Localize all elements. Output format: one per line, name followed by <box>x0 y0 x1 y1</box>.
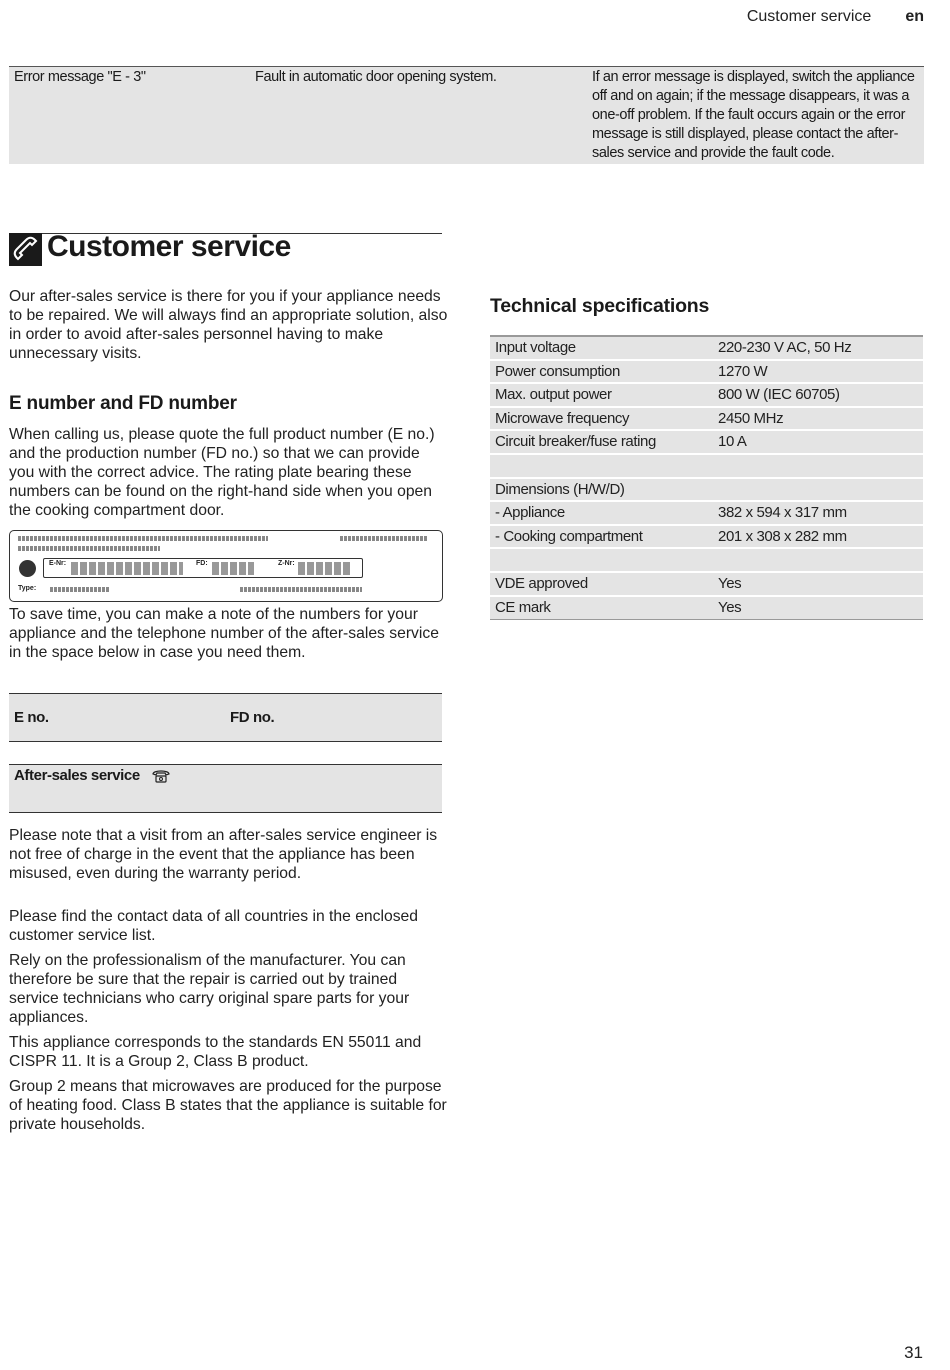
spec-value: 382 x 594 x 317 mm <box>718 504 847 522</box>
enumber-heading: E number and FD number <box>9 393 237 414</box>
plate-fd-label: FD: <box>196 560 208 567</box>
running-header-section: Customer service <box>746 8 872 25</box>
spec-row <box>490 502 923 526</box>
plate-enr-label: E-Nr: <box>49 560 67 567</box>
spec-label: Power consumption <box>495 362 620 380</box>
specs-heading: Technical specifications <box>490 295 710 317</box>
spec-row <box>490 479 923 503</box>
spec-label: Input voltage <box>495 339 576 356</box>
telephone-icon <box>151 768 171 784</box>
plate-znr-blocks <box>298 562 350 575</box>
enumber-paragraph: When calling us, please quote the full product number (E no.) and the production number (FD no.) so that we can provide you with the correct advice. The rating plate bearing these numbers can be found on the right-hand side when you open the cooking compartment door. <box>9 426 435 519</box>
error-remedy: If an error message is displayed, switch the appliance off and on again; if the message disappears, it was a one-off problem. If the fault occurs again or the error message is still displayed, please contact the after-sales service and provide the fault code. <box>592 69 915 161</box>
plate-number-box <box>43 558 363 578</box>
plate-fd-blocks <box>212 562 254 575</box>
spec-row <box>490 431 923 455</box>
professionalism-paragraph: Rely on the professionalism of the manufacturer. You can therefore be sure that the repair is carried out by trained service technicians who carry original spare parts for your appliances. <box>9 952 410 1026</box>
plate-placeholder-line <box>240 587 362 592</box>
eno-label: E no. <box>14 709 49 726</box>
plate-znr-label: Z-Nr: <box>278 560 295 567</box>
warranty-paragraph: Please note that a visit from an after-sales service engineer is not free of charge in the event that the appliance has been misused, even during the warranty period. <box>9 827 438 882</box>
spec-label: VDE approved <box>495 574 588 592</box>
group-class-paragraph: Group 2 means that microwaves are produced for the purpose of heating food. Class B states that the appliance is suitable for private households. <box>9 1078 447 1133</box>
spec-row <box>490 408 923 432</box>
spec-value: Yes <box>718 574 742 592</box>
spec-label: - Cooking compartment <box>495 527 643 545</box>
fdno-label: FD no. <box>230 709 275 726</box>
language-code: en <box>905 8 924 25</box>
spec-row <box>490 573 923 597</box>
contact-paragraph: Please find the contact data of all countries in the enclosed customer service list. <box>9 908 419 944</box>
spec-value: 800 W (IEC 60705) <box>718 386 840 404</box>
spec-value: 10 A <box>718 433 747 451</box>
error-code: Error message "E - 3" <box>14 69 146 85</box>
spec-label: Dimensions (H/W/D) <box>495 480 625 498</box>
error-cause: Fault in automatic door opening system. <box>255 69 497 85</box>
specs-table <box>490 335 923 620</box>
spec-value: 220-230 V AC, 50 Hz <box>718 339 852 356</box>
intro-paragraph: Our after-sales service is there for you if your appliance needs to be repaired. We will always find an appropriate solution, also in order to avoid after-sales personnel having to make unnecessary visits. <box>9 288 448 362</box>
spec-value: 2450 MHz <box>718 409 784 427</box>
spec-row <box>490 384 923 408</box>
spec-label: Max. output power <box>495 386 612 404</box>
plate-type-label: Type: <box>18 585 37 592</box>
manufacturer-logo-icon <box>19 560 36 577</box>
plate-enr-blocks <box>71 562 183 575</box>
number-note-box[interactable] <box>9 693 442 742</box>
service-label: After-sales service <box>14 767 140 784</box>
spec-label: Circuit breaker/fuse rating <box>495 433 656 451</box>
spec-row <box>490 549 923 573</box>
plate-placeholder-line <box>18 546 160 551</box>
spec-label: Microwave frequency <box>495 409 630 427</box>
spec-label: - Appliance <box>495 504 565 522</box>
section-title: Customer service <box>47 230 291 263</box>
spec-row <box>490 361 923 385</box>
spec-value: 201 x 308 x 282 mm <box>718 527 847 545</box>
plate-placeholder-line <box>18 536 268 541</box>
spec-row <box>490 455 923 479</box>
service-note-box[interactable] <box>9 764 442 813</box>
note-paragraph: To save time, you can make a note of the numbers for your appliance and the telephone number of the after-sales service in the space below in case you need them. <box>9 606 439 661</box>
spec-row <box>490 597 923 621</box>
plate-placeholder-line <box>340 536 428 541</box>
page-number: 31 <box>904 1343 923 1362</box>
spec-row <box>490 337 923 361</box>
phone-handset-icon <box>9 233 42 266</box>
rating-plate-illustration <box>9 530 443 602</box>
running-header <box>747 8 924 26</box>
error-table-row <box>9 66 924 164</box>
spec-label: CE mark <box>495 598 551 616</box>
spec-row <box>490 526 923 550</box>
plate-placeholder-line <box>50 587 110 592</box>
standards-paragraph: This appliance corresponds to the standards EN 55011 and CISPR 11. It is a Group 2, Class B product. <box>9 1034 422 1070</box>
spec-value: Yes <box>718 598 742 616</box>
spec-value: 1270 W <box>718 362 768 380</box>
